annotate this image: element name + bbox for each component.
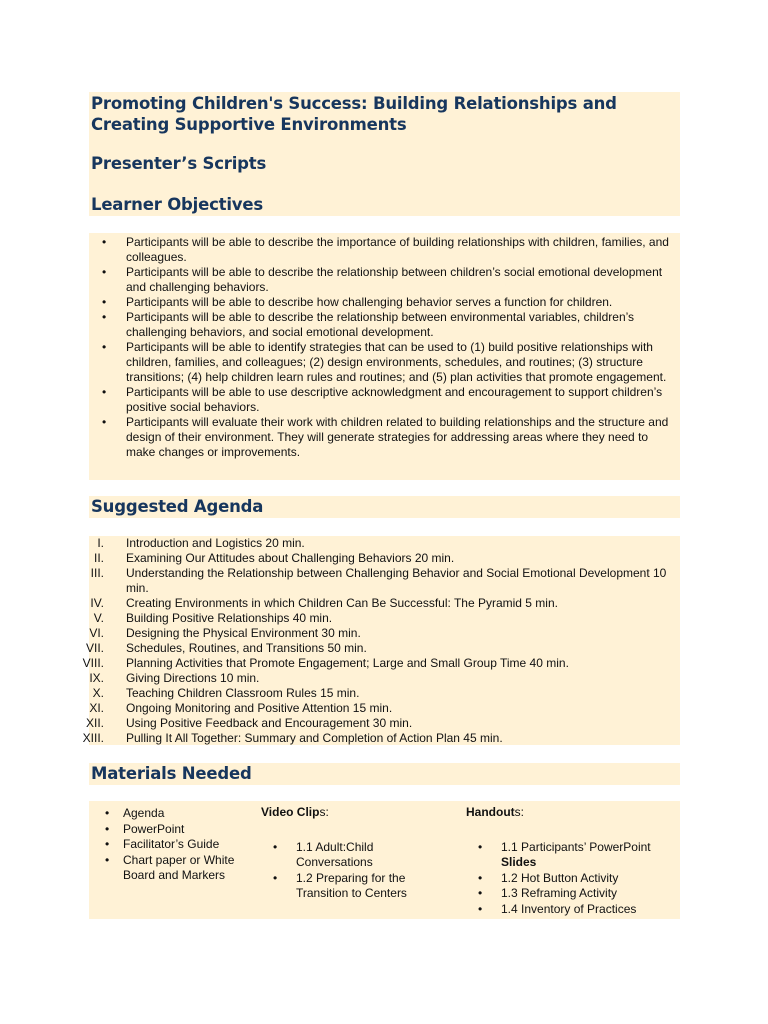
list-item: [85, 716, 680, 731]
list-item: [89, 596, 680, 611]
list-item: • 1.2 Preparing for the Transition to Centers: [261, 871, 451, 902]
list-item: • Participants will be able to describe the importance of building relationships with children, families, and colleagues.: [89, 235, 680, 265]
list-item: • 1.1 Adult:Child Conversations: [261, 840, 451, 871]
title-section: [89, 92, 680, 216]
objectives-section: [89, 233, 680, 480]
list-text: Schedules, Routines, and Transitions 50 min.: [126, 641, 367, 655]
list-text: Creating Environments in which Children Can Be Successful: The Pyramid 5 min.: [126, 596, 558, 610]
list-text: Examining Our Attitudes about Challenging Behaviors 20 min.: [126, 551, 455, 565]
list-text: Designing the Physical Environment 30 min.: [126, 626, 361, 640]
handouts-heading-rest: s:: [514, 805, 524, 819]
list-item: [89, 701, 680, 716]
list-number: XII.: [85, 716, 104, 730]
list-number: II.: [93, 551, 104, 565]
list-text: Introduction and Logistics 20 min.: [126, 536, 305, 550]
list-item: [82, 656, 680, 671]
agenda-heading: Suggested Agenda: [91, 497, 264, 516]
list-item: [89, 686, 680, 701]
objectives-list: [89, 235, 680, 460]
list-item: [89, 551, 680, 566]
objectives-heading: Learner Objectives: [91, 195, 263, 214]
list-text: Using Positive Feedback and Encouragement 30 min.: [126, 716, 413, 730]
list-item: [82, 731, 680, 746]
list-text: Teaching Children Classroom Rules 15 min.: [126, 686, 360, 700]
list-item: • Participants will evaluate their work with children related to building relationships and the structure and design of their environment. They will generate strategies for addressing areas where they need to make changes or improvements.: [89, 415, 680, 460]
list-item: • Participants will be able to describe the relationship between children’s social emotional development and challenging behaviors.: [89, 265, 680, 295]
list-item: [89, 671, 680, 686]
materials-heading: Materials Needed: [91, 764, 252, 783]
list-item: • 1.3 Reframing Activity: [466, 886, 676, 902]
list-item: [85, 641, 680, 656]
list-number: IV.: [90, 596, 104, 610]
list-text: Pulling It All Together: Summary and Completion of Action Plan 45 min.: [126, 731, 503, 745]
list-text: Ongoing Monitoring and Positive Attention 15 min.: [126, 701, 393, 715]
list-text: Planning Activities that Promote Engagement; Large and Small Group Time 40 min.: [126, 656, 569, 670]
handouts-list: [466, 840, 676, 918]
materials-list: [99, 806, 264, 884]
agenda-section: [82, 536, 680, 745]
list-item: • Participants will be able to describe the relationship between environmental variables, children’s challenging behaviors, and social emotional development.: [89, 310, 680, 340]
list-item: • 1.2 Hot Button Activity: [466, 871, 676, 887]
list-number: III.: [90, 566, 104, 580]
video-clips-list: [261, 840, 451, 902]
handouts-heading: [466, 805, 676, 821]
list-item: • Participants will be able to describe how challenging behavior serves a function for children.: [89, 295, 680, 310]
list-item: • 1.4 Inventory of Practices: [466, 902, 676, 918]
handouts-heading-bold: Handout: [466, 805, 515, 819]
list-text: Building Positive Relationships 40 min.: [126, 611, 333, 625]
agenda-list: [82, 536, 680, 746]
list-item: • Agenda: [99, 806, 264, 822]
video-clips-column: [261, 805, 451, 902]
agenda-heading-band: [89, 496, 680, 518]
materials-section: [89, 801, 680, 919]
handouts-column: [466, 805, 676, 917]
list-item: • Participants will be able to identify strategies that can be used to (1) build positive relationships with children, families, and colleagues; (2) design environments, schedules, and routines; (3) structure transitions; (4) help children learn rules and routines; and (5) plan activities that promote engagement.: [89, 340, 680, 385]
materials-heading-band: [89, 763, 680, 785]
list-number: VI.: [89, 626, 104, 640]
list-number: V.: [93, 611, 104, 625]
video-clips-heading: [261, 805, 451, 821]
list-item: [89, 626, 680, 641]
list-number: VIII.: [82, 656, 104, 670]
list-text: Understanding the Relationship between Challenging Behavior and Social Emotional Development 10 min.: [126, 566, 667, 595]
list-item: • PowerPoint: [99, 822, 264, 838]
list-item: • Participants will be able to use descriptive acknowledgment and encouragement to support children’s positive social behaviors.: [89, 385, 680, 415]
list-number: IX.: [89, 671, 104, 685]
handout-text: 1.1 Participants’ PowerPoint: [501, 839, 651, 854]
materials-general-column: [99, 806, 264, 884]
presenter-heading: Presenter’s Scripts: [91, 154, 267, 173]
video-clips-heading-bold: Video Clip: [261, 805, 320, 819]
list-item: [89, 611, 680, 626]
list-item: • Chart paper or White Board and Markers: [99, 853, 264, 884]
list-item: [89, 566, 680, 596]
list-item: [89, 536, 680, 551]
list-number: I.: [97, 536, 104, 550]
list-number: X.: [92, 686, 104, 700]
list-number: XI.: [89, 701, 104, 715]
video-clips-heading-rest: s:: [319, 805, 329, 819]
list-number: XIII.: [82, 731, 104, 745]
handout-bold-text: Slides: [501, 855, 537, 869]
list-number: VII.: [85, 641, 104, 655]
document-title: Promoting Children's Success: Building Relationships and Creating Supportive Environments: [91, 94, 617, 134]
list-item: [466, 840, 676, 871]
list-item: • Facilitator’s Guide: [99, 837, 264, 853]
list-text: Giving Directions 10 min.: [126, 671, 260, 685]
